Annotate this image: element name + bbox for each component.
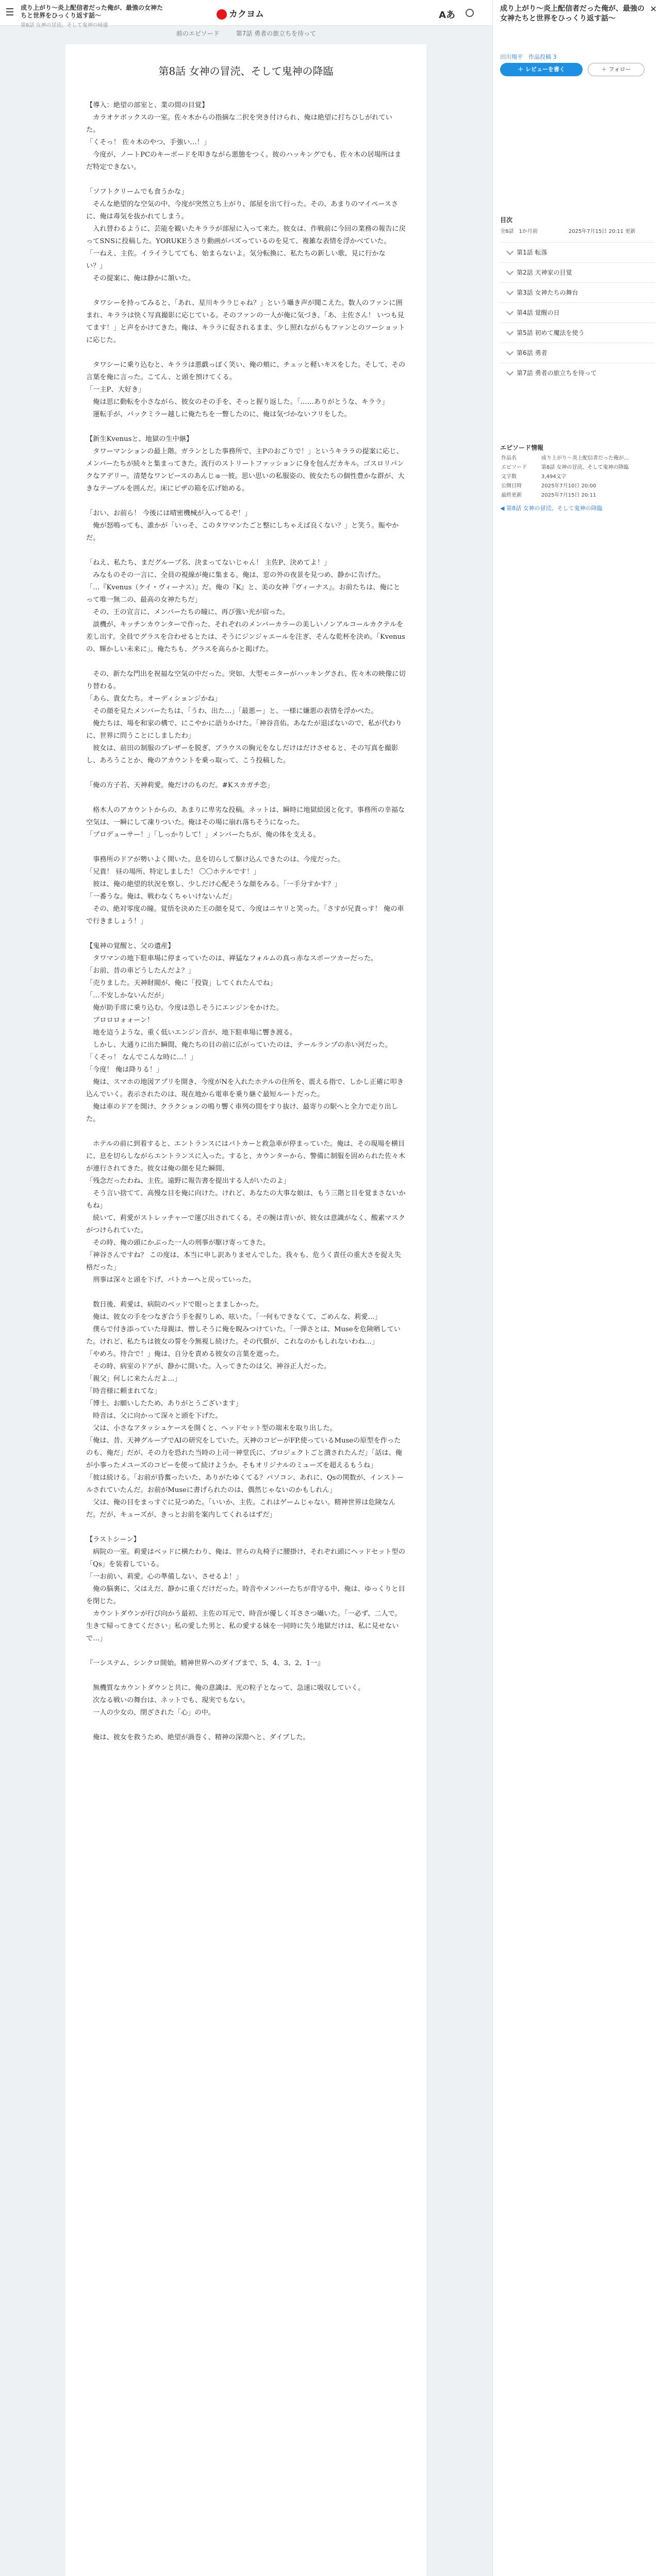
episode-info-cell: エピソード xyxy=(501,465,527,470)
paragraph: タワシーを持ってみると、「あれ、星川キララじゃね？」という囁き声が聞こえた。数人のファンに囲まれ、キララは快く写真撮影に応じている。そのファンの一人が俺に気づき、「あ、主佐さん！ いつも見てます！」と声をかけてきた。俺は、キララに促されるまま、少し照れながらもファンとのツーショットに応じた。 xyxy=(86,299,405,344)
episode-info-cell: 第8話 女神の冒涜、そして鬼神の降臨 xyxy=(541,465,629,470)
episode-title: 第8話 女神の冒涜、そして鬼神の降臨 xyxy=(158,65,334,77)
paragraph: 格木人のアカウントからの、あまりに卑劣な投稿。ネットは、瞬時に地獄絵図と化す。事務所の幸福な空気は、一瞬にして凍りついた。俺はその場に崩れ落ちそうになった。 「プロデューサー！」「しっかりして！」メンバーたちが、俺の体を支える。 xyxy=(86,806,405,839)
episode-info-cell: 2025年7月15日 20:11 xyxy=(541,493,597,498)
episode-info-cell: 成り上がり〜炎上配信者だった俺が… xyxy=(541,455,629,461)
toc-meta: 全8話 1か月前 2025年7月15日 20:11 更新 xyxy=(500,229,636,234)
episode-info-heading: エピソード情報 xyxy=(500,444,544,451)
paragraph: タワシーに乗り込むと、キララは悪戯っぽく笑い、俺の頬に、チュッと軽いキスをした。そして、その言葉を俺に言った。こてん、と頭を預けてくる。 「一主P、大好き」 俺は思に動転を小さながら、彼女のその手を、そっと握り返した。「……ありがとうな、キララ」 運転手が、バックミラー越しに俺たちを一瞥したのに、俺は気づかないフリをした。 xyxy=(86,361,405,418)
episode-list-item[interactable] xyxy=(500,262,655,282)
write-review-button[interactable]: ＋ レビューを書く xyxy=(500,63,583,76)
current-episode-link[interactable]: ◀ 第8話 女神の冒涜、そして鬼神の降臨 xyxy=(500,505,603,512)
episode-subtitle: 第8話 女神の冒涜、そして鬼神の帰還 xyxy=(21,23,108,28)
paragraph: ホテルの前に到着すると、エントランスにはパトカーと救急車が停まっていた。俺は、その現場を横目に、息を切らしながらエントランスに入った。すると、カウンターから、警備に制服を固められた佐々木が連行されてきた。彼女は俺の顔を見た瞬間、 「残念だったわね、主佐。遠野に報告書を提出する人がいたのよ」 そう言い捨てて、高慢な目を俺に向けた。けれど、あなたの大事な娘は、もう三階と目を覚まさないかもね」 続いて、莉愛がストレッチャーで運び出されてくる。その腕は青いが、彼女は意識がなく、酸素マスクがつけられていた。 その時、俺の頭にかぶった一人の刑事が駆け寄ってきた。 「神谷さんですね？ この度は、本当に申し訳ありませんでした。我々も、危うく責任の重大さを捉え失格だった」 刑事は深々と頭を下げ、パトカーへと戻っていった。 xyxy=(86,1140,406,1284)
paragraph: 無機質なカウントダウンと共に、俺の意識は、光の粒子となって、急速に吸収していく。 次なる戦いの舞台は、ネットでも、現実でもない。 一人の少女の、閉ざされた「心」の中。 xyxy=(93,1684,365,1717)
episode-list-item[interactable] xyxy=(500,323,655,342)
toc-heading: 目次 xyxy=(500,216,513,224)
sidebar-work-title[interactable]: 成り上がり〜炎上配信者だった俺が、最強の女神たちと世界をひっくり返す話〜 xyxy=(500,5,644,23)
episode-info-cell: 3,494文字 xyxy=(541,474,567,480)
paragraph: 「ソフトクリームでも食うかな」 そんな絶望的な空気の中、今度が突然立ち上がり、部屋を出て行った。その、あまりのマイペースさに、俺は毒気を抜かれてしまう。 入れ替わるように、芸能を観いたキララが部屋に入って来た。彼女は、作戦前に今回の業務の報告に戻ってSNSに投稿した。YORUKEうさり動画がバズっているのを見て、複雑な表情を浮かべていた。 「一ねえ、主佐。イライラしてても、始まらないよ。気分転換に、私たちの新しい歌、見に行かない？」 その提案に、俺は静かに頷いた。 xyxy=(86,188,406,282)
chevron-icon xyxy=(506,248,514,255)
sidebar xyxy=(492,0,662,2576)
episode-list-label: 第7話 勇者の旅立ちを待って xyxy=(517,369,597,377)
episode-info-table xyxy=(500,453,655,501)
menu-icon[interactable] xyxy=(6,8,13,18)
episode-info-row xyxy=(501,464,654,472)
episode-info-row xyxy=(501,454,654,463)
chevron-icon xyxy=(506,288,514,295)
chevron-icon xyxy=(506,328,514,335)
chevron-icon xyxy=(506,368,514,376)
close-icon[interactable]: ✕ xyxy=(650,4,657,14)
paragraph: 「おい、お前ら！ 今後には晴密機械が入ってるぞ！」 俺が怒鳴っても、誰かが「いっそ、このタワマンたごと整にしちゃえば良くない？」と笑う。賑やかだ。 xyxy=(86,510,399,542)
series-title[interactable]: 成り上がり〜炎上配信者だった俺が、最強の女神たちと世界をひっくり返す話〜 xyxy=(21,4,163,19)
episode-info-cell: 公開日時 xyxy=(501,483,522,489)
episode-list-item[interactable] xyxy=(500,302,655,322)
paragraph: 【鬼神の覚醒と、父の遺産】 タワマンの地下駐車場に停まっていたのは、禅猛なフォルムの真っ赤なスポーツカーだった。 「お前、昔の車どうしたんだよ？」 「売りました。天神財閥が、俺に「投資」してくれたんでね」 「…不安しかないんだが」 俺が助手席に乗り込む。今度は恐しそうにエンジンをかけた。 ブロロロォォーン！ 地を這うような、重く低いエンジン音が、地下駐車場に響き渡る。 しかし、大通りに出た瞬間、俺たちの目の前に広がっていたのは、テールランプの赤い河だった。 「くそっ！ なんでこんな時に…！」 「今度！ 俺は降りる！」 俺は、スマホの地図アプリを開き、今度がNを入れたホテルの住所を、震える指で、しかし正確に叩き込んでいく。表示されたのは、現在地から電車を乗り継ぐ最短ルートだった。 俺は車のドアを開け、クラクションの鳴り響く車列の間をすり抜け、最寄りの駅へと全力で走り出した。 xyxy=(86,942,404,1123)
logo-icon xyxy=(217,9,227,20)
episode-info-cell: 2025年7月10日 20:00 xyxy=(541,483,597,489)
site-logo[interactable]: カクヨム xyxy=(217,7,264,20)
episode-list-label: 第6話 勇者 xyxy=(517,349,548,357)
sidebar-follow-button[interactable]: ＋ フォロー xyxy=(588,63,644,76)
paragraph: 『一システム、シンクロ開始。精神世界へのダイブまで、5、4、3、2、1一』 xyxy=(86,1659,324,1667)
episode-info-cell: 最終更新 xyxy=(501,493,522,498)
episode-list-item[interactable] xyxy=(500,363,655,382)
paragraph: 「俺の方子若、天神莉愛。俺だけのものだ。#Kスカガチ恋」 xyxy=(86,782,274,789)
paragraph: 俺は、彼女を救うため、絶望が渦巻く、精神の深淵へと、ダイブした。 xyxy=(86,1734,310,1741)
current-episode-link[interactable]: 第7話 勇者の旅立ちを待って xyxy=(236,30,317,37)
chevron-icon xyxy=(506,268,514,275)
episode-body xyxy=(65,44,426,2576)
episode-info-row xyxy=(501,482,654,490)
episode-list-label: 第4話 覚醒の日 xyxy=(517,309,560,316)
display-settings-button[interactable]: Aあ xyxy=(439,10,455,21)
chevron-icon xyxy=(506,308,514,315)
episode-list-item[interactable] xyxy=(500,282,655,302)
paragraph: 事務所のドアが勢いよく開いた。息を切らして駆け込んできたのは、今度だった。 「兄貴！ 昼の場所、特定しました！ 〇〇ホテルです！」 彼は、俺の絶望的状況を察し、少しだけ心配そうな顔をみる。「一手分すかす？」 「一番うな。俺は、戦わなくちゃいけないんだ」 その、絶対零度の瞳。覚悟を決めた王の顔を見て、今度はニヤリと笑った。「さすが兄貴っす！ 俺の車で行きましょう！」 xyxy=(86,856,404,925)
sidebar-author[interactable]: 田川翔平 作品投稿 3 xyxy=(500,54,557,60)
paragraph: 「ねえ、私たち、まだグループ名、決まってないじゃん！ 主佐P、決めてよ！」 みなものその一言に、全員の視線が俺に集まる。俺は、窓の外の夜景を見つめ、静かに告げた。 「…『Kvenus（ケイ・ヴィーナス）』だ。俺の『K』と、美の女神『ヴィーナス』。お前たちは、俺にとって唯一無二の、最高の女神たちだ」 その、王の宣言に、メンバーたちの瞳に、再び強い光が宿った。 談機が、キッチンカウンターで作った、それぞれのメンバーカラーの美しいノンアルコールカクテルを差し出す。全員でグラスを合わせるとたは、そうにジンジャエールを注ぎ、そんな乾杯を決め。「Kvenusの、輝かしい未来に」。俺たちも、グラスを高らかと掲げた。 xyxy=(86,559,405,653)
episode-list-item[interactable] xyxy=(500,242,655,262)
paragraph: その、新たな門出を祝福な空気の中だった。突如、大型モニターがハッキングされ、佐々木の映像に切り替わる。 「あら、貴女たち。オーディションジかね」 その顔を見たメンバーたちは、「うわ、出た…」「最悪ー」と、一様に嫌悪の表情を浮かべた。 俺たちは、場を和家の構で、にこやかに語りかけた。「神谷音佑。あなたが退ばないので、私が代わりに、世界に問うことにしましたわ」 彼女は、前田の制服のブレザーを脱ぎ、ブラウスの胸元をなしだけはだけさせると、その写真を撮影し、あろうことか、俺のアカウントを乗っ取って、こう投稿した。 xyxy=(86,670,406,765)
episode-info-cell: 文字数 xyxy=(501,474,517,480)
paragraph: 【ラストシーン】 病院の一室。莉愛はベッドに横たわり、俺は、世らの丸椅子に腰掛け、それぞれ頭にヘッドセット型の「Qs」を装着している。 「一お前い、莉愛。心の準備しない、させるよ！」 俺の脳裏に、父はえだ、静かに重くだけだった。時音やメンバーたちが背守る中、俺は、ゆっくりと目を閉じた。 カウントダウンが行び向かう最初、主佐の耳元で、時音が優しく耳ささつ囁いた。「一必ず、二人で。生きて帰ってきてください」私の愛した男と、私の愛する妹を一同時に失う地獄だけは、私に見せないで…」 xyxy=(86,1536,405,1642)
prev-episode-link[interactable]: 前のエピソード xyxy=(176,30,220,37)
paragraph: 【新生Kvenusと、地獄の生中継】 タワーマンションの最上階。ガランとした事務所で、主Pのおごりで！」というキララの提案に応じ、メンバーたちが続々と集まってきた。流行のストリートファッションに身を包んだカキル。ゴスロリパンクなアデリー。清楚なワンピースのあんじゅ一彼。思い思いの私服姿の、彼女たちの個性豊かな群が、大きなテーブルを囲んだ。床にピザの箱を広げ始める。 xyxy=(86,435,405,493)
episode-list-label: 第3話 女神たちの舞台 xyxy=(517,289,578,296)
episode-info-cell: 作品名 xyxy=(501,455,517,461)
episode-list-item[interactable] xyxy=(500,343,655,362)
paragraph: 【導入：絶望の部室と、業の間の目覚】 カラオケボックスの一室。佐々木からの指摘な二択を突き付けられ、俺は絶望に打ちひしがれていた。 「くそっ！ 佐々木のやつ、手強い…！」 今度が、ノートPCのキーボードを叩きながら悪態をつく。彼のハッキングでも、佐々木の居場所はまだ特定できない。 xyxy=(86,101,402,171)
episode-nav xyxy=(0,29,492,38)
chevron-icon xyxy=(506,348,514,355)
top-header xyxy=(0,0,492,26)
episode-list-label: 第1話 転落 xyxy=(517,249,548,256)
episode-list-label: 第5話 初めて魔法を使う xyxy=(517,329,585,336)
paragraph: 数日後、莉愛は、病院のベッドで眼っとまましかった。 俺は、彼女の手をつなぎ合う手を握りしめ、呟いた。「一何もできなくて、ごめんな、莉愛…」 僕らで付き添っていた母親は、憎しそうに俺を睨みつけていた。「一弾さとは、Museを危険晒していた。けれど、私たちは彼女の誓を今無視し続けた。その代償が、これなのかもしれないわね…」 「やめろ。待合で！」俺は、自分を責める彼女の言葉を遮った。 その時、病室のドアが、静かに開いた。入ってきたのは父、神谷正人だった。 「親父」何しに来たんだよ…」 「時音様に頼まれてな」 「博士、お願いしたため、ありがとうございます」 時音は、父に向かって深々と頭を下げた。 父は、小さなアタッシュケースを開くと、ヘッドセット型の端末を取り出した。 「俺は、昔、天神グループでAIの研究をしていた。天神のコピーがFP.使っているMuseの原型を作ったのも、俺だ」だが、その力を恐れた当時の上司一神堂氏に、プロジェクトごと潰されたんだ」「話は、俺が小事ったメユーズのコピーを使って続けようか。そもオリジナルのミューズを超えるもうね」 「彼は続ける。「お前が昏奮ったいた、ありがたゆくてる？パソコン、あれに、Qsの関数が、インストールされていたんだ。お前がMuseに書げられたのは、偶然じゃないのかもしれん」 父は、俺の目をまっすぐに見つめた。「いいか、主佐。これはゲームじゃない。精神世界は危険なんだ。だが、キューズが、きっとお前を案内してくれるはずだ」 xyxy=(86,1301,404,1519)
episode-info-row xyxy=(501,473,654,481)
episode-list-label: 第2話 天神家の目覚 xyxy=(517,269,572,276)
episode-info-row xyxy=(501,492,654,500)
user-icon[interactable] xyxy=(466,9,474,17)
